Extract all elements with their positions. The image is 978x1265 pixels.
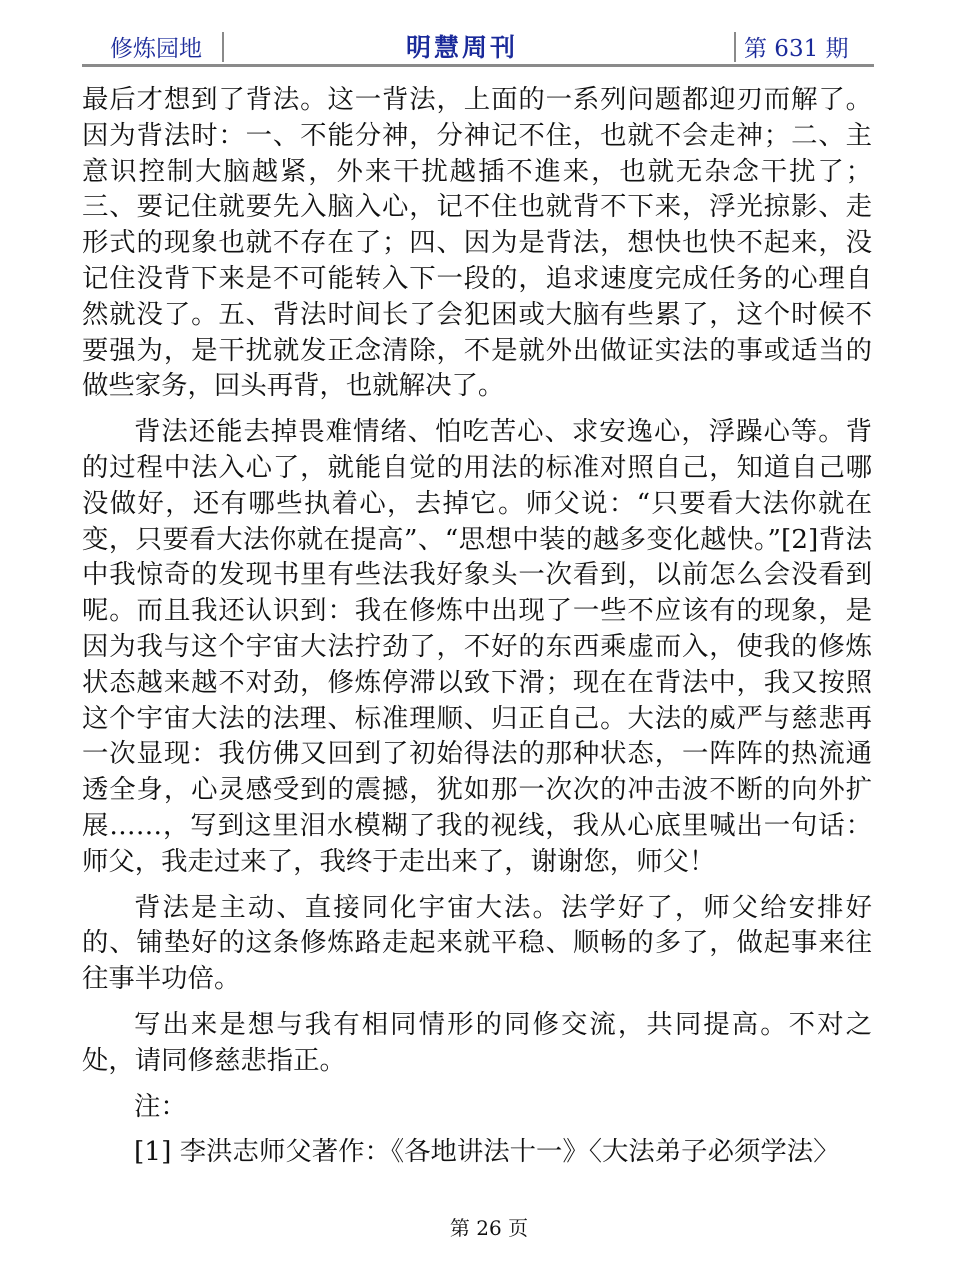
article-body	[82, 82, 872, 1180]
publication-title: 明慧周刊	[406, 33, 519, 62]
paragraph: 背法还能去掉畏难情绪、怕吃苦心、求安逸心，浮躁心等。背的过程中法入心了，就能自觉的用法的标准对照自己，知道自己哪没做好，还有哪些执着心，去掉它。师父说：“只要看大法你就在变，只要看大法你就在提高”、“思想中装的越多变化越快。”[2]背法中我惊奇的发现书里有些法我好象头一次看到，以前怎么会没看到呢。而且我还认识到：我在修炼中出现了一些不应该有的现象，是因为我与这个宇宙大法拧劲了，不好的东西乘虚而入，使我的修炼状态越来越不对劲，修炼停滞以致下滑；现在在背法中，我又按照这个宇宙大法的法理、标准理顺、归正自己。大法的威严与慈悲再一次显现：我仿佛又回到了初始得法的那种状态，一阵阵的热流通透全身，心灵感受到的震撼，犹如那一次次的冲击波不断的向外扩展……，写到这里泪水模糊了我的视线，我从心底里喊出一句话：师父，我走过来了，我终于走出来了，谢谢您，师父！	[82, 416, 872, 877]
section-name: 修炼园地	[110, 36, 202, 62]
notes-label: 注：	[134, 1090, 187, 1122]
header-divider	[734, 32, 736, 62]
footnote: [1] 李洪志师父著作：《各地讲法十一》〈大法弟子必须学法〉	[134, 1136, 840, 1168]
issue-number: 第 631 期	[744, 36, 849, 62]
page-number: 第 26 页	[449, 1216, 529, 1240]
paragraph: 最后才想到了背法。这一背法，上面的一系列问题都迎刃而解了。因为背法时：一、不能分神，分神记不住，也就不会走神；二、主意识控制大脑越紧，外来干扰越插不進来，也就无杂念干扰了；三、要记住就要先入脑入心，记不住也就背不下来，浮光掠影、走形式的现象也就不存在了；四、因为是背法，想快也快不起来，没记住没背下来是不可能转入下一段的，追求速度完成任务的心理自然就没了。五、背法时间长了会犯困或大脑有些累了，这个时候不要强为，是干扰就发正念清除，不是就外出做证实法的事或适当的做些家务，回头再背，也就解决了。	[82, 84, 872, 402]
paragraph: 背法是主动、直接同化宇宙大法。法学好了，师父给安排好的、铺垫好的这条修炼路走起来就平稳、顺畅的多了，做起事来往往事半功倍。	[82, 891, 872, 995]
paragraph: 写出来是想与我有相同情形的同修交流，共同提高。不对之处，请同修慈悲指正。	[82, 1008, 872, 1076]
header-divider	[222, 32, 224, 62]
page-header	[82, 28, 874, 67]
